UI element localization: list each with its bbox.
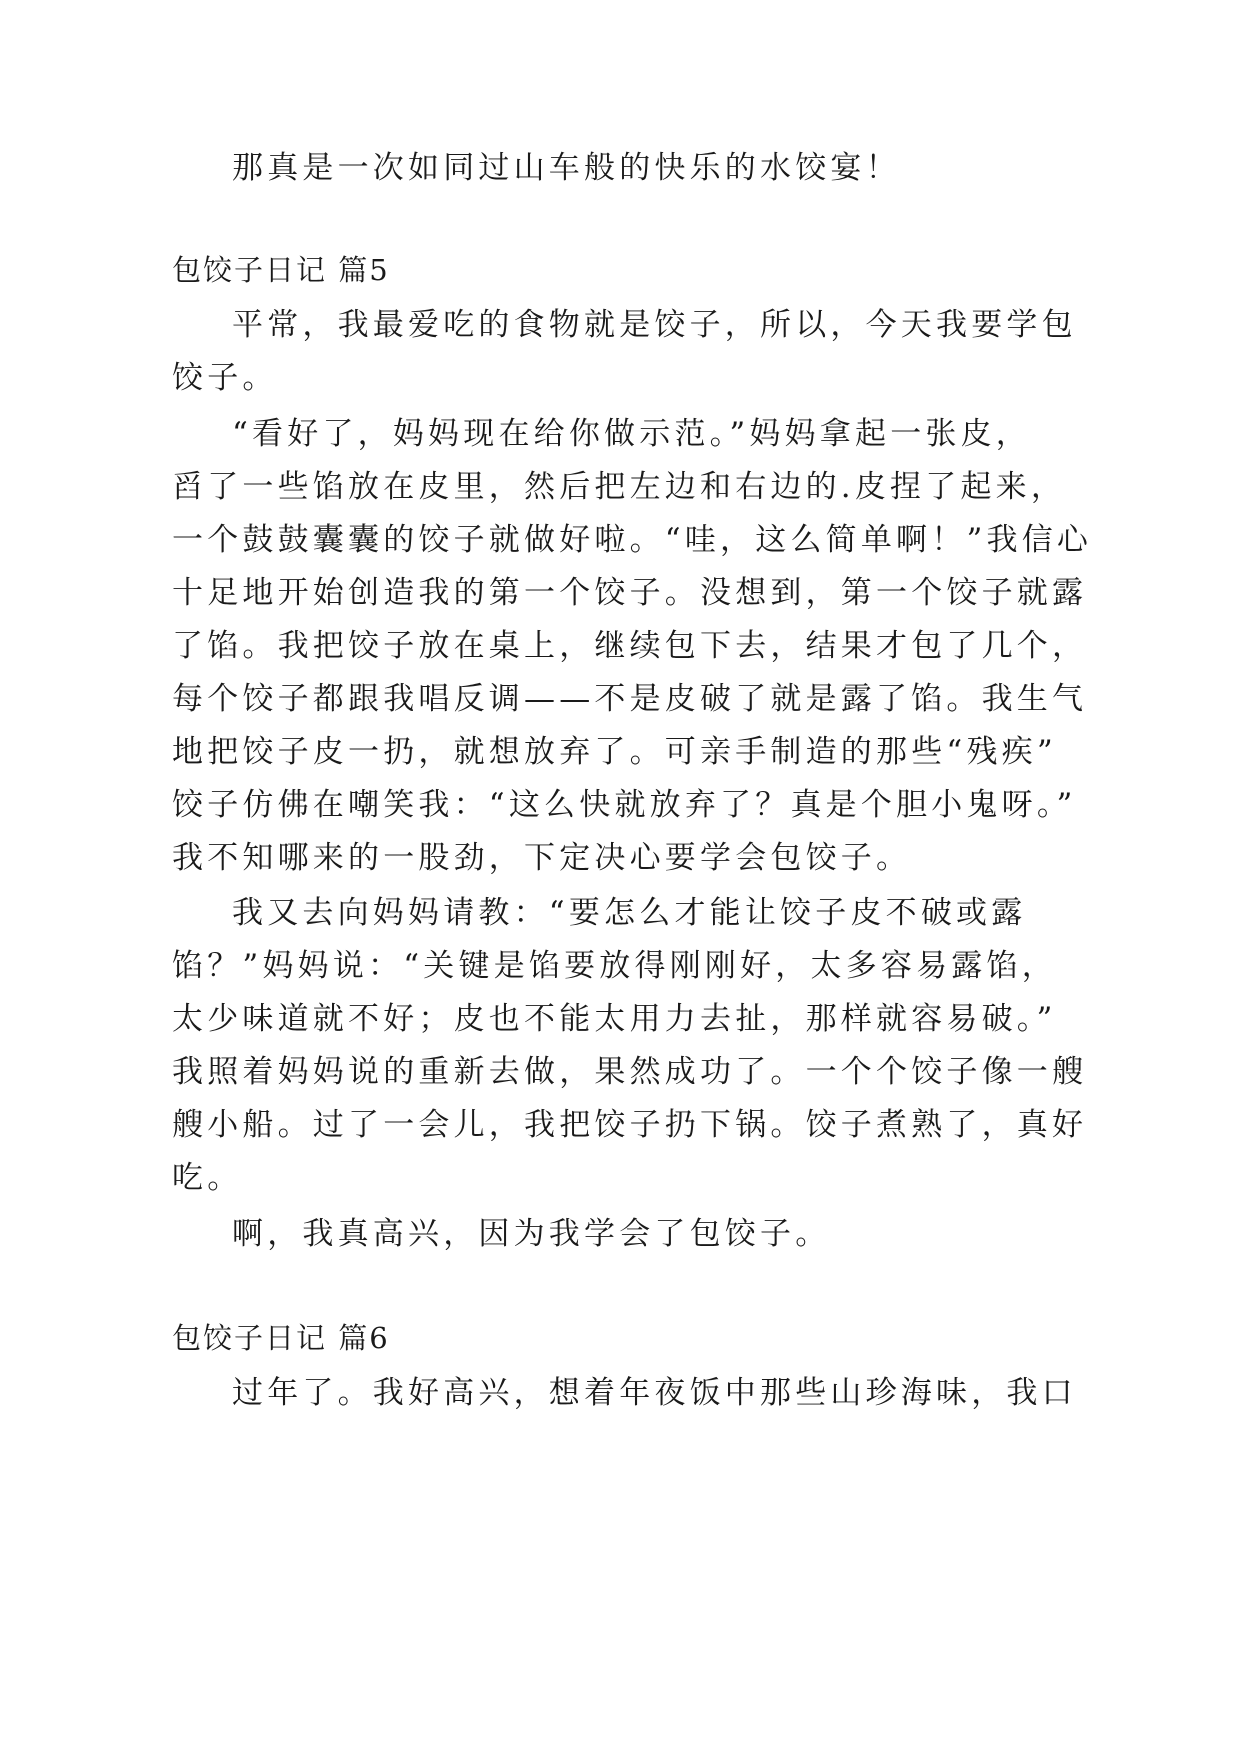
paragraph-line: 一个鼓鼓囊囊的饺子就做好啦。“哇，这么简单啊！”我信心	[172, 522, 1093, 558]
paragraph-line: 了馅。我把饺子放在桌上，继续包下去，结果才包了几个，	[172, 628, 1088, 664]
paragraph-line: 艘小船。过了一会儿，我把饺子扔下锅。饺子煮熟了，真好	[172, 1107, 1088, 1143]
paragraph-line: 太少味道就不好；皮也不能太用力去扯，那样就容易破。”	[172, 1001, 1057, 1037]
intro-paragraph: 那真是一次如同过山车般的快乐的水饺宴！	[232, 150, 901, 186]
paragraph-line: 饺子仿佛在嘲笑我：“这么快就放弃了？真是个胆小鬼呀。”	[172, 787, 1077, 823]
paragraph-line: 每个饺子都跟我唱反调——不是皮破了就是露了馅。我生气	[172, 681, 1088, 717]
paragraph-line: 吃。	[172, 1160, 243, 1196]
paragraph-line: 过年了。我好高兴，想着年夜饭中那些山珍海味，我口	[232, 1375, 1077, 1411]
paragraph-line: 平常，我最爱吃的食物就是饺子，所以，今天我要学包	[232, 307, 1077, 343]
paragraph-line: 我照着妈妈说的重新去做，果然成功了。一个个饺子像一艘	[172, 1054, 1088, 1090]
paragraph-line: “看好了，妈妈现在给你做示范。”妈妈拿起一张皮，	[232, 416, 1031, 452]
section-5-title: 包饺子日记 篇5	[172, 253, 390, 287]
paragraph-line: 我不知哪来的一股劲，下定决心要学会包饺子。	[172, 840, 912, 876]
paragraph-line: 我又去向妈妈请教：“要怎么才能让饺子皮不破或露	[232, 895, 1027, 931]
paragraph-line: 舀了一些馅放在皮里，然后把左边和右边的.皮捏了起来，	[172, 469, 1067, 505]
paragraph-line: 十足地开始创造我的第一个饺子。没想到，第一个饺子就露	[172, 575, 1088, 611]
paragraph-line: 馅？”妈妈说：“关键是馅要放得刚刚好，太多容易露馅，	[172, 948, 1057, 984]
section-6-title: 包饺子日记 篇6	[172, 1321, 390, 1355]
paragraph-line: 啊，我真高兴，因为我学会了包饺子。	[232, 1216, 831, 1252]
paragraph-line: 地把饺子皮一扔，就想放弃了。可亲手制造的那些“残疾”	[172, 734, 1057, 770]
paragraph-line: 饺子。	[172, 360, 278, 396]
